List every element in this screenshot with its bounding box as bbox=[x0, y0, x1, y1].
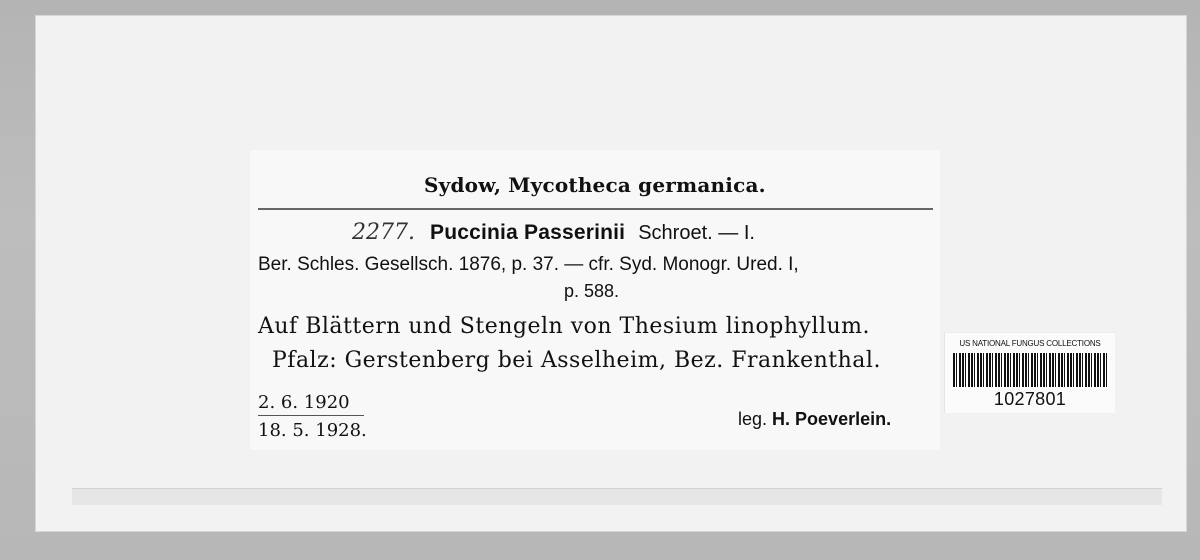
collection-date-2: 18. 5. 1928. bbox=[258, 420, 367, 441]
collector-prefix: leg. bbox=[738, 409, 768, 429]
reference-line-1: Ber. Schles. Gesellsch. 1876, p. 37. — cfr. Syd. Monogr. Ured. I, bbox=[258, 254, 799, 275]
collection-date-1: 2. 6. 1920 bbox=[258, 392, 350, 413]
barcode-label bbox=[944, 332, 1115, 413]
host-line: Auf Blättern und Stengeln von Thesium linophyllum. bbox=[258, 314, 871, 339]
collector-line bbox=[738, 410, 891, 428]
date-divider bbox=[258, 415, 364, 416]
species-line bbox=[352, 222, 755, 244]
series-title: Sydow, Mycotheca germanica. bbox=[424, 173, 766, 197]
species-name: Puccinia Passerinii bbox=[429, 221, 626, 244]
collector-name: H. Poeverlein. bbox=[772, 409, 892, 429]
specimen-number: 2277. bbox=[352, 220, 415, 245]
barcode-image bbox=[953, 353, 1107, 387]
barcode-header: US NATIONAL FUNGUS COLLECTIONS bbox=[959, 339, 1101, 348]
title-divider bbox=[258, 208, 933, 210]
reference-line-2: p. 588. bbox=[564, 281, 620, 301]
barcode-number: 1027801 bbox=[993, 389, 1067, 409]
locality-line: Pfalz: Gerstenberg bei Asselheim, Bez. Frankenthal. bbox=[272, 348, 881, 373]
species-authority: Schroet. — I. bbox=[638, 222, 755, 244]
sheet-fold bbox=[72, 488, 1162, 505]
